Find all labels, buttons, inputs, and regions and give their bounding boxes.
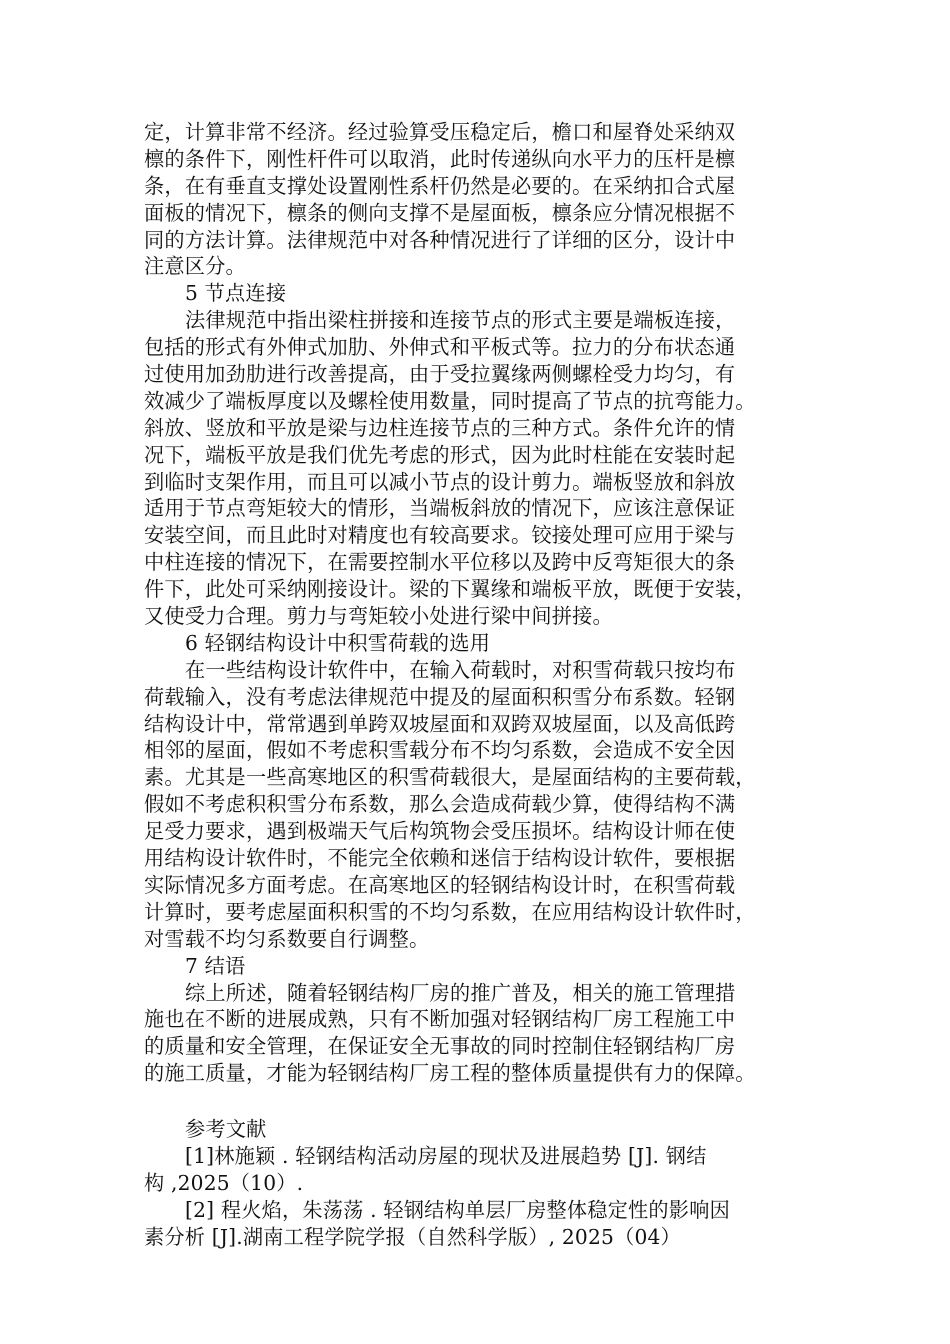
paragraph-line: 檩的条件下，刚性杆件可以取消，此时传递纵向水平力的压杆是檩 [144,146,736,171]
paragraph-line: 的质量和安全管理，在保证安全无事故的同时控制住轻钢结构厂房 [144,1034,736,1059]
reference-line: 构 ,2025（10）. [144,1170,304,1195]
paragraph-line: 综上所述，随着轻钢结构厂房的推广普及，相关的施工管理措 [185,980,736,1005]
section-7-heading: 7 结语 [185,953,246,978]
paragraph-line: 对雪载不均匀系数要自行调整。 [144,926,430,951]
paragraph-line: 过使用加劲肋进行改善提高，由于受拉翼缘两侧螺栓受力均匀，有 [144,362,736,387]
reference-line: 素分析 [J].湖南工程学院学报（自然科学版）, 2025（04） [144,1224,681,1249]
section-5-heading: 5 节点连接 [185,281,287,306]
paragraph-line: 斜放、竖放和平放是梁与边柱连接节点的三种方式。条件允许的情 [144,415,736,440]
paragraph-line: 到临时支架作用，而且可以减小节点的设计剪力。端板竖放和斜放 [144,469,736,494]
paragraph-line: 中柱连接的情况下，在需要控制水平位移以及跨中反弯矩很大的条 [144,550,736,575]
paragraph-line: 相邻的屋面，假如不考虑积雪载分布不均匀系数，会造成不安全因 [144,738,736,763]
paragraph-line: 结构设计中，常常遇到单跨双坡屋面和双跨双坡屋面，以及高低跨 [144,711,736,736]
paragraph-line: 包括的形式有外伸式加肋、外伸式和平板式等。拉力的分布状态通 [144,335,736,360]
paragraph-line: 注意区分。 [144,254,246,279]
paragraph-line: 计算时，要考虑屋面积积雪的不均匀系数，在应用结构设计软件时， [144,899,756,924]
paragraph-line: 况下，端板平放是我们优先考虑的形式，因为此时柱能在安装时起 [144,442,736,467]
paragraph-line: 安装空间，而且此时对精度也有较高要求。铰接处理可应用于梁与 [144,523,736,548]
paragraph-line: 假如不考虑积积雪分布系数，那么会造成荷载少算，使得结构不满 [144,792,736,817]
reference-line: [1]林施颖 . 轻钢结构活动房屋的现状及进展趋势 [J]. 钢结 [185,1143,707,1168]
references-heading: 参考文献 [185,1117,267,1142]
paragraph-line: 适用于节点弯矩较大的情形，当端板斜放的情况下，应该注意保证 [144,496,736,521]
section-spacer [144,1087,808,1116]
paragraph-line: 条，在有垂直支撑处设置刚性系杆仍然是必要的。在采纳扣合式屋 [144,173,736,198]
paragraph-line: 足受力要求，遇到极端天气后构筑物会受压损坏。结构设计师在使 [144,819,736,844]
reference-list [144,1143,808,1251]
section-7-body [144,980,808,1088]
section-5-body [144,307,808,630]
paragraph-line: 法律规范中指出梁柱拼接和连接节点的形式主要是端板连接， [185,308,736,333]
paragraph-line: 又使受力合理。剪力与弯矩较小处进行梁中间拼接。 [144,604,613,629]
reference-line: [2] 程火焰，朱荡荡 . 轻钢结构单层厂房整体稳定性的影响因 [185,1197,730,1222]
section-6-heading: 6 轻钢结构设计中积雪荷载的选用 [185,630,491,655]
paragraph-line: 在一些结构设计软件中，在输入荷载时，对积雪荷载只按均布 [185,657,736,682]
section-6-body [144,657,808,953]
paragraph-line: 素。尤其是一些高寒地区的积雪荷载很大，是屋面结构的主要荷载， [144,765,756,790]
section-4-tail [144,119,808,280]
paragraph-line: 施也在不断的进展成熟，只有不断加强对轻钢结构厂房工程施工中 [144,1007,736,1032]
paragraph-line: 件下，此处可采纳刚接设计。梁的下翼缘和端板平放，既便于安装， [144,577,756,602]
paragraph-line: 定，计算非常不经济。经过验算受压稳定后，檐口和屋脊处采纳双 [144,120,736,144]
paragraph-line: 面板的情况下，檩条的侧向支撑不是屋面板，檩条应分情况根据不 [144,200,736,225]
paragraph-line: 荷载输入，没有考虑法律规范中提及的屋面积积雪分布系数。轻钢 [144,684,736,709]
paragraph-line: 实际情况多方面考虑。在高寒地区的轻钢结构设计时，在积雪荷载 [144,872,736,897]
paragraph-line: 效减少了端板厚度以及螺栓使用数量，同时提高了节点的抗弯能力。 [144,388,756,413]
document-page [144,119,808,1251]
paragraph-line: 用结构设计软件时，不能完全依赖和迷信于结构设计软件，要根据 [144,846,736,871]
paragraph-line: 同的方法计算。法律规范中对各种情况进行了详细的区分，设计中 [144,227,736,252]
paragraph-line: 的施工质量，才能为轻钢结构厂房工程的整体质量提供有力的保障。 [144,1061,756,1086]
